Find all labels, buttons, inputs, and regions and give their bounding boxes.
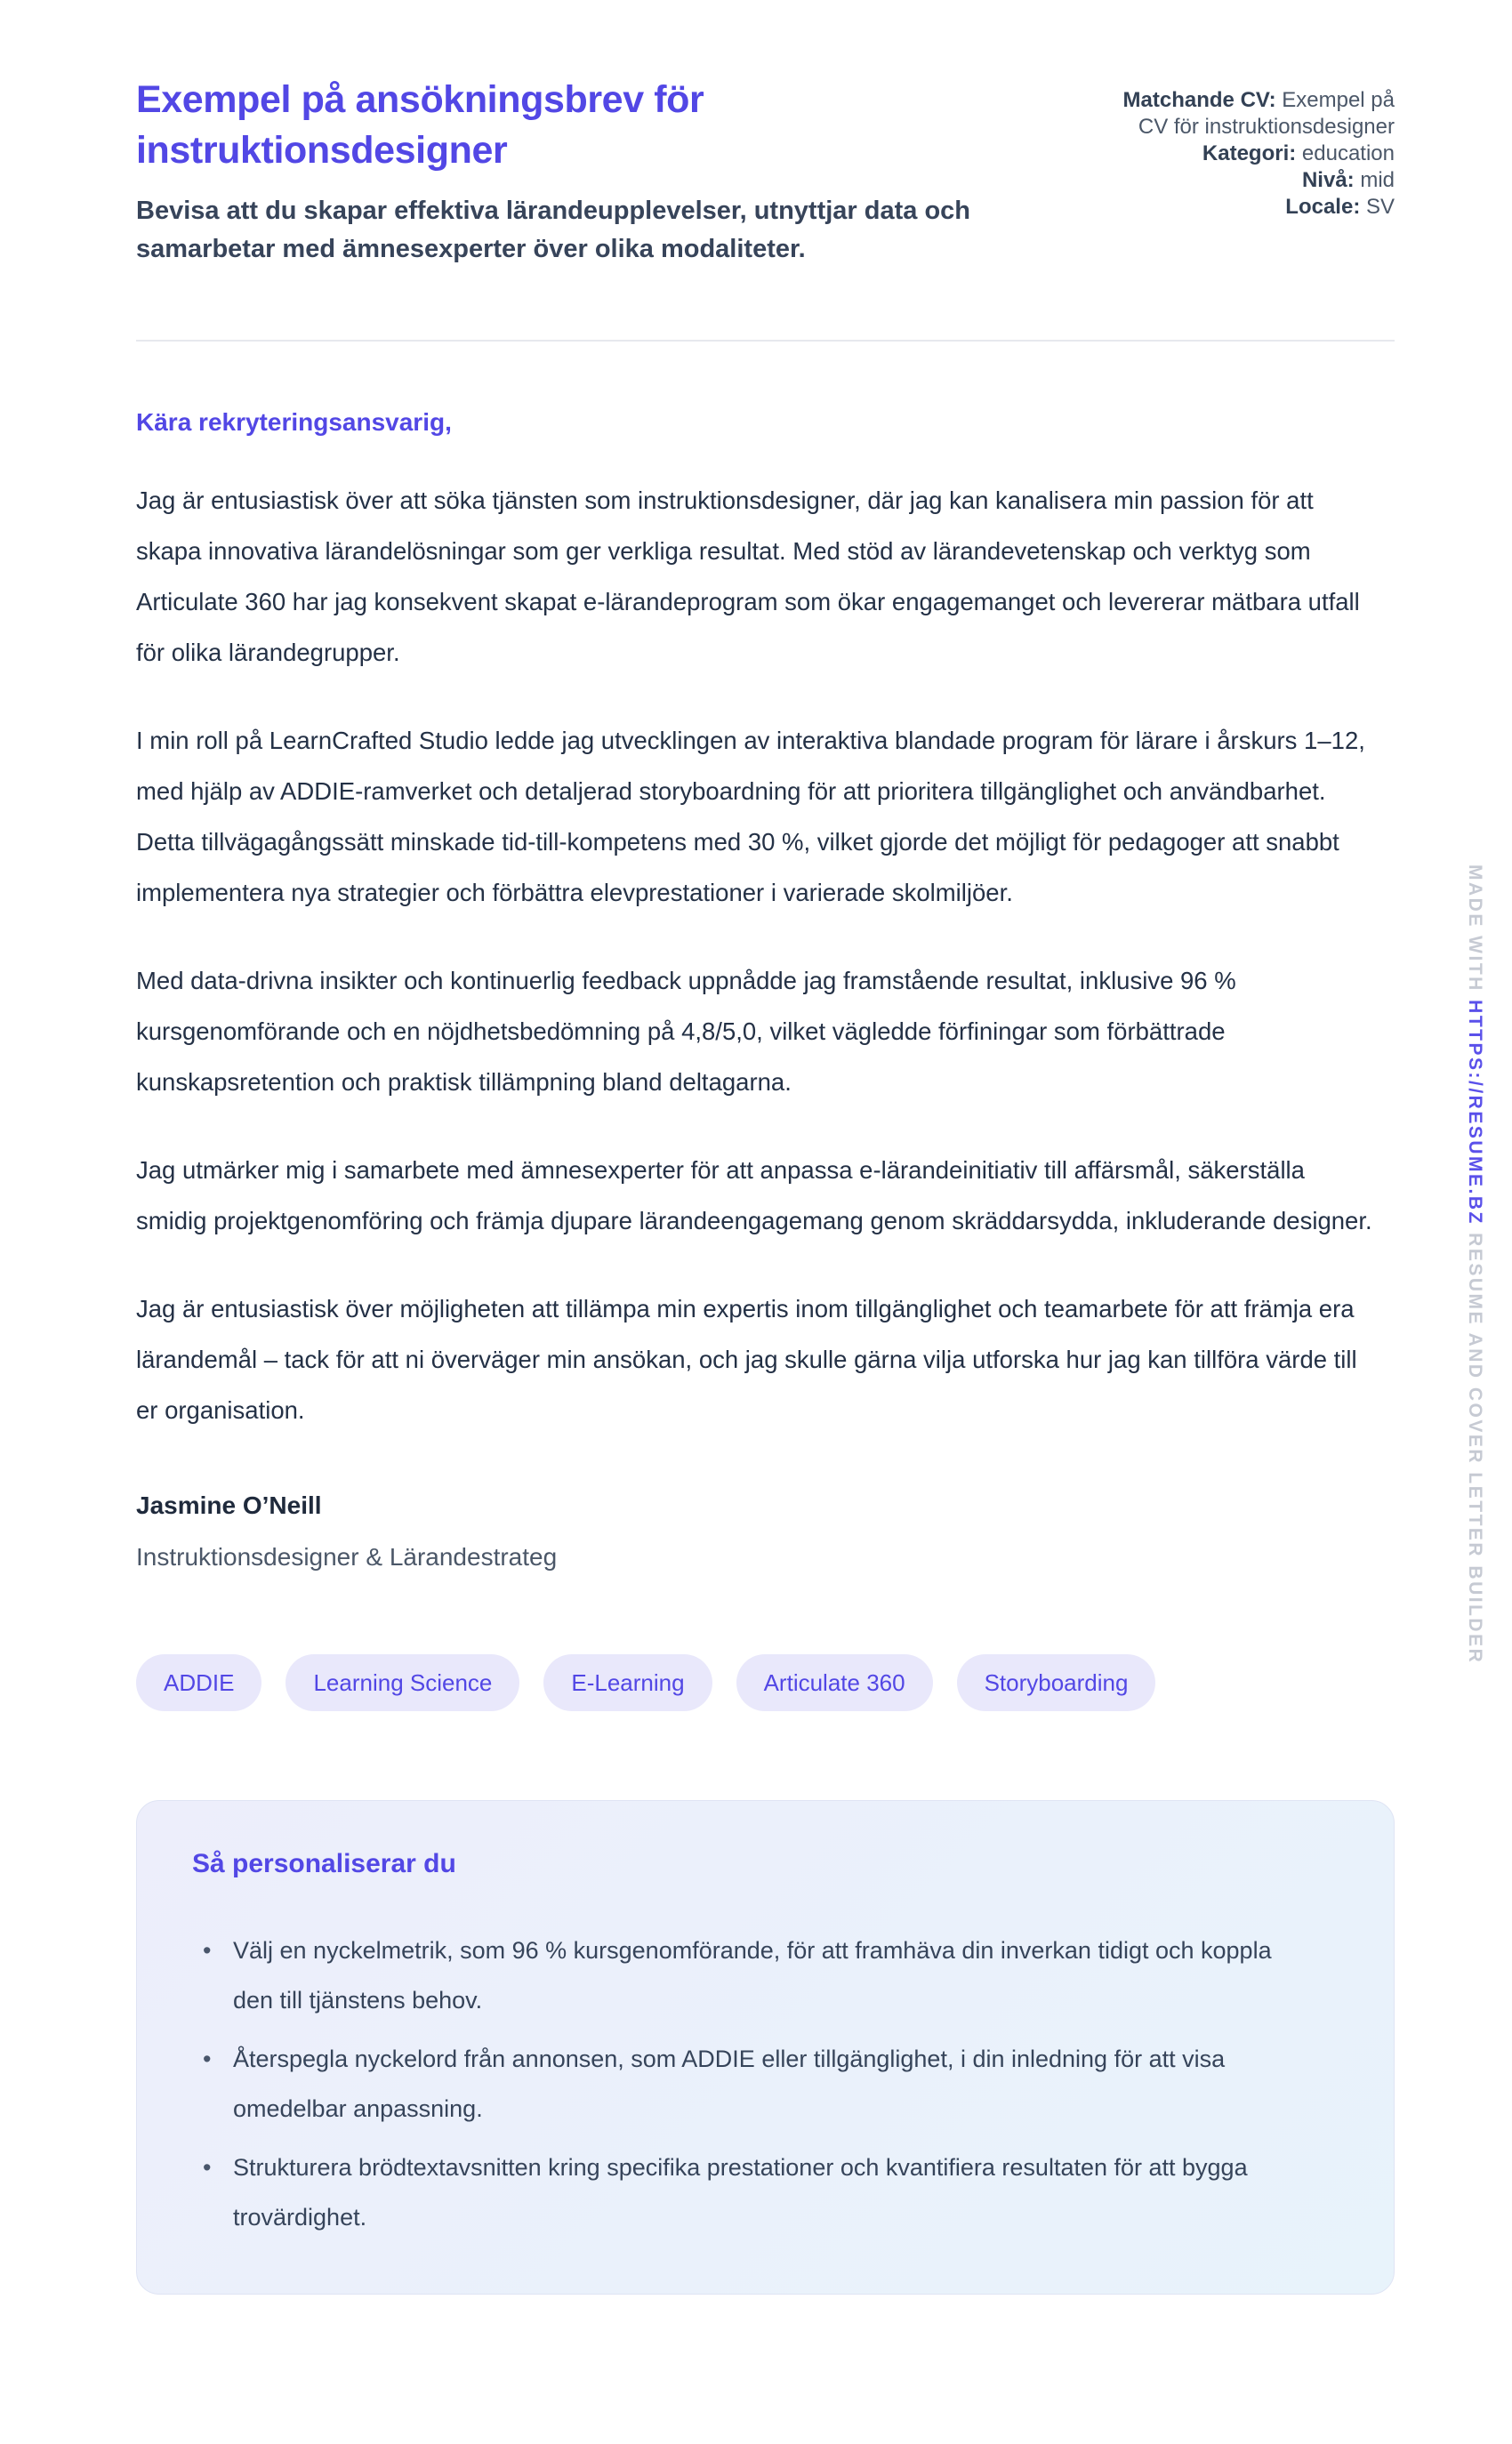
letter-greeting: Kära rekryteringsansvarig, <box>136 408 452 436</box>
signature-name: Jasmine O’Neill <box>136 1491 322 1519</box>
callout-bullet-3: • Strukturera brödtextavsnitten kring specifika prestationer och kvantifiera resultaten för att bygga trovärdighet. <box>192 2143 1313 2242</box>
meta-value-matching-cv: Exempel på CV för instruktionsdesigner <box>1138 88 1395 139</box>
header-title-block <box>136 75 1017 269</box>
callout-bullet-list <box>192 1925 1339 2242</box>
meta-panel <box>1108 75 1395 269</box>
meta-label-category: Kategori: <box>1202 141 1297 165</box>
tag-storyboarding: Storyboarding <box>957 1654 1156 1711</box>
letter-paragraph-3: Med data-drivna insikter och kontinuerlig feedback uppnådde jag framstående resultat, inklusive 96 % kursgenomförande och en nöjdhetsbedömning på 4,8/5,0, vilket vägledde förfiningar som förbättrade kunskapsretention och praktisk tillämpning bland deltagarna. <box>136 967 1236 1096</box>
meta-value-level: mid <box>1360 168 1395 192</box>
meta-row-level <box>1108 167 1395 194</box>
callout-title: Så personaliserar du <box>192 1849 456 1878</box>
letter-paragraph-1: Jag är entusiastisk över att söka tjänsten som instruktionsdesigner, där jag kan kanalisera min passion för att skapa innovativa lärandelösningar som ger verkliga resultat. Med stöd av lärandevetenskap och verktyg som Articulate 360 har jag konsekvent skapat e-lärandeprogram som ökar engagemanget och levererar mätbara utfall för olika lärandegrupper. <box>136 486 1360 666</box>
watermark-prefix: MADE WITH <box>1465 864 1485 1001</box>
letter-paragraph-2: I min roll på LearnCrafted Studio ledde jag utvecklingen av interaktiva blandade program för lärare i årskurs 1–12, med hjälp av ADDIE-ramverket och detaljerad storyboardning för att prioritera tillgänglighet och användbarhet. Detta tillvägagångssätt minskade tid-till-kompetens med 30 %, vilket gjorde det möjligt för pedagoger att snabbt implementera nya strategier och förbättra elevprestationer i varierade skolmiljöer. <box>136 727 1365 906</box>
header-divider <box>136 340 1395 342</box>
callout-bullet-2: • Återspegla nyckelord från annonsen, som ADDIE eller tillgänglighet, i din inledning för att visa omedelbar anpassning. <box>192 2034 1313 2134</box>
watermark-site-link[interactable]: HTTPS://RESUME.BZ <box>1465 1000 1485 1226</box>
tag-articulate-360: Articulate 360 <box>736 1654 933 1711</box>
letter-paragraph-4: Jag utmärker mig i samarbete med ämnesexperter för att anpassa e-lärandeinitiativ till affärsmål, säkerställa smidig projektgenomföring och främja djupare lärandeengagemang genom skräddarsydda, inkluderande designer. <box>136 1156 1372 1234</box>
meta-row-category <box>1108 141 1395 167</box>
tag-e-learning: E-Learning <box>543 1654 712 1711</box>
meta-label-level: Nivå: <box>1301 168 1355 192</box>
page-header <box>136 0 1395 269</box>
watermark-vertical-text <box>1464 864 1485 1664</box>
meta-label-matching-cv: Matchande CV: <box>1122 88 1276 112</box>
letter-paragraph-5: Jag är entusiastisk över möjligheten att tillämpa min expertis inom tillgänglighet och teamarbete för att främja era lärandemål – tack för att ni överväger min ansökan, och jag skulle gärna vilja utforska hur jag kan tillföra värde till er organisation. <box>136 1295 1357 1424</box>
tag-addie: ADDIE <box>136 1654 261 1711</box>
watermark-suffix: RESUME AND COVER LETTER BUILDER <box>1465 1225 1485 1665</box>
keyword-tag-list <box>136 1654 1395 1711</box>
meta-value-locale: SV <box>1365 195 1395 219</box>
personalization-tips-card <box>136 1800 1395 2295</box>
page-title: Exempel på ansökningsbrev för instruktionsdesigner <box>136 78 704 172</box>
cover-letter-page <box>136 0 1395 2295</box>
signature-role: Instruktionsdesigner & Lärandestrateg <box>136 1543 558 1571</box>
tag-learning-science: Learning Science <box>286 1654 519 1711</box>
meta-row-matching-cv <box>1108 87 1395 141</box>
meta-label-locale: Locale: <box>1285 195 1361 219</box>
callout-bullet-1: • Välj en nyckelmetrik, som 96 % kursgenomförande, för att framhäva din inverkan tidigt och koppla den till tjänstens behov. <box>192 1925 1313 2025</box>
letter-body <box>136 407 1395 1572</box>
page-subtitle: Bevisa att du skapar effektiva lärandeupplevelser, utnyttjar data och samarbetar med ämnesexperter över olika modaliteter. <box>136 197 971 263</box>
meta-row-locale <box>1108 194 1395 221</box>
meta-value-category: education <box>1301 141 1395 165</box>
